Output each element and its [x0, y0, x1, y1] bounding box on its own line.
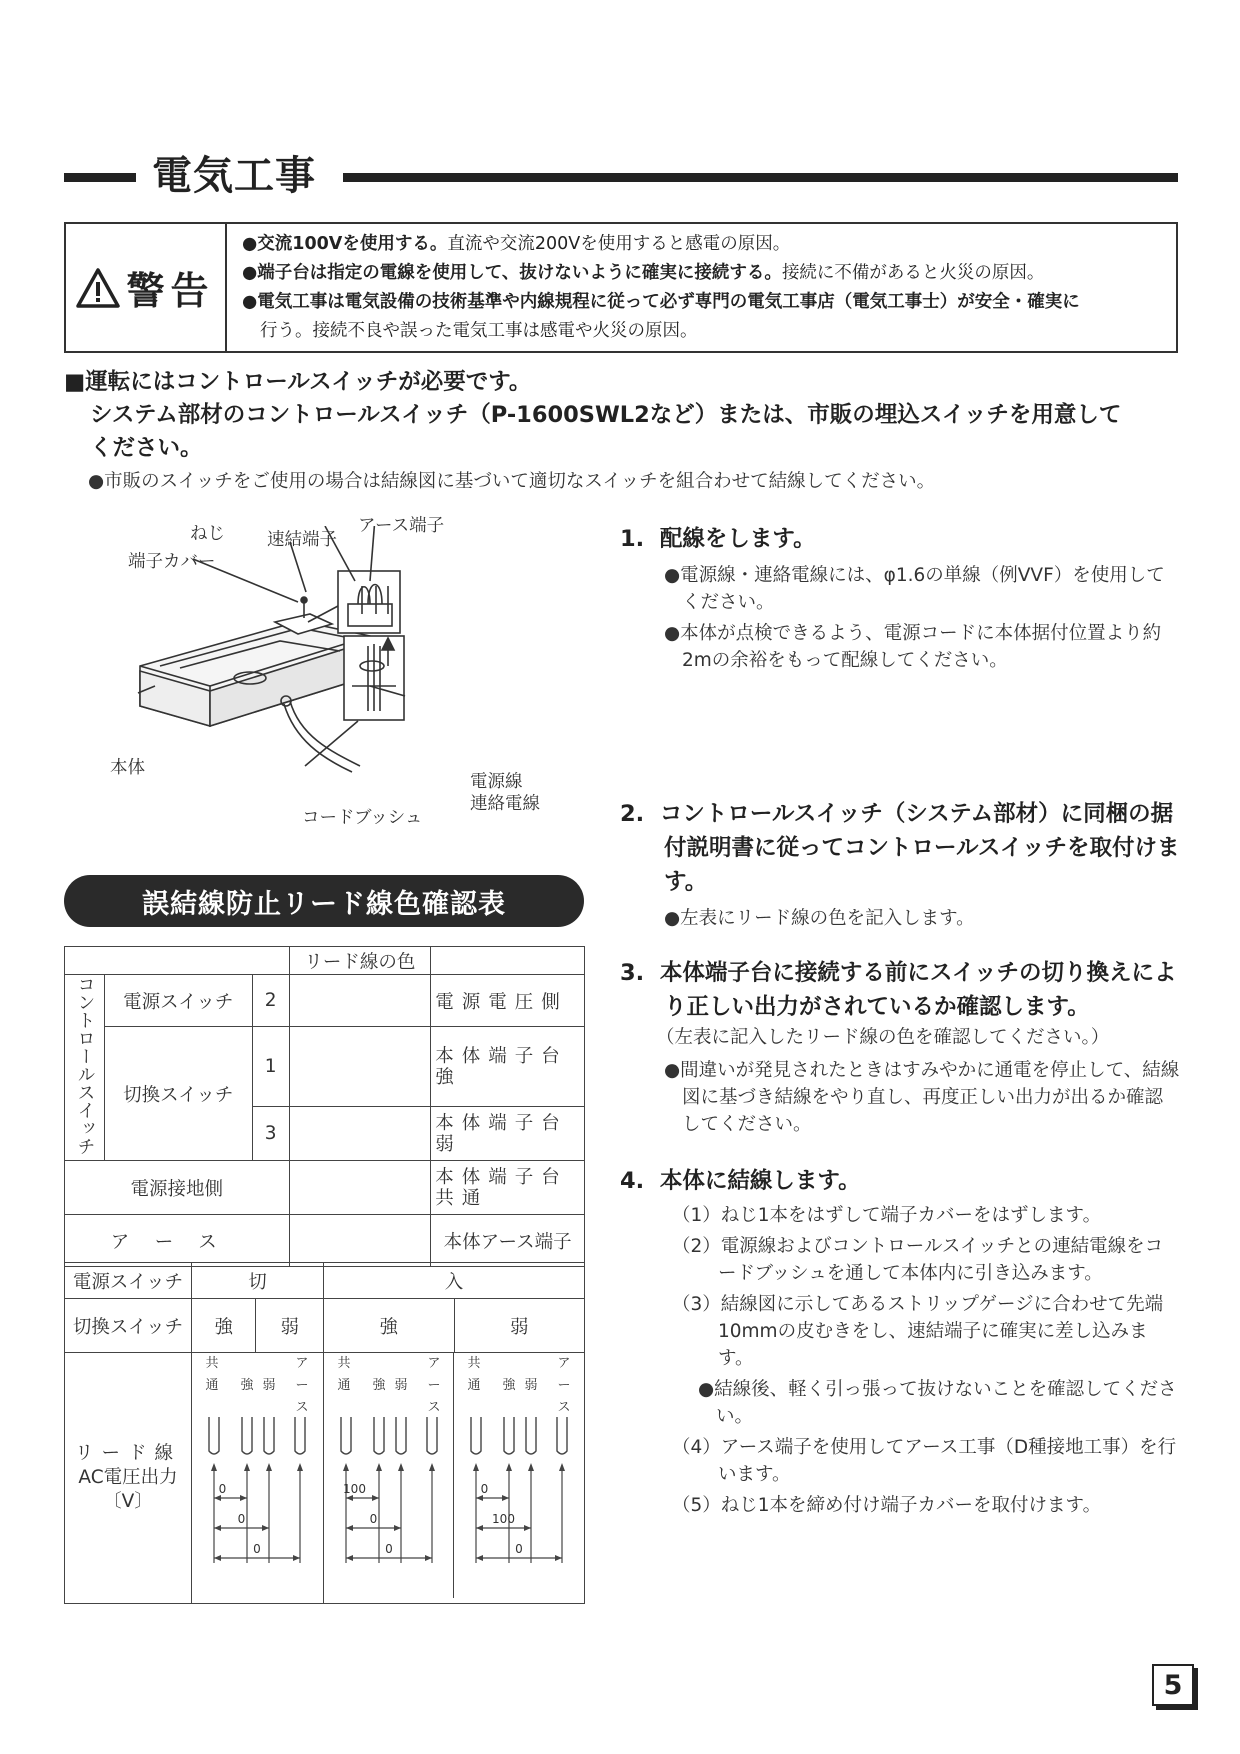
warning-box [64, 222, 1178, 353]
terminal-label: ー [295, 1378, 309, 1393]
voltage-value: 0 [218, 1482, 227, 1496]
arrow-head [559, 1463, 565, 1471]
row-label: 電源スイッチ [65, 1263, 192, 1299]
lead-wire [295, 1417, 305, 1454]
warning-item: ●電気工事は電気設備の技術基準や内線規程に従って必ず専門の電気工事店（電気工事士）が安全・確実に 行う。接続不良や誤った電気工事は感電や火災の原因。 [242, 292, 1080, 341]
terminal-label: 通 [467, 1378, 481, 1393]
step-3: 3. 本体端子台に接続する前にスイッチの切り換えにより正しい出力がされているか確認します。 （左表に記入したリード線の色を確認してください。） ●間違いが発見されたときはすみやかに通電を停止して、結線図に基づき結線をやり直し、再度正しい出力が出るか確認してください。 [620, 956, 1180, 1138]
state-off: 切 [192, 1263, 324, 1299]
warning-label: 警告 [126, 269, 215, 313]
arrow-head [476, 1525, 483, 1531]
state-weak: 弱 [256, 1299, 324, 1353]
arrow-head [372, 1495, 379, 1501]
row-label: 電源接地側 [65, 1161, 290, 1215]
arrow-head [425, 1555, 432, 1561]
warning-items [242, 230, 1168, 346]
output-table [64, 1262, 585, 1604]
substep: （1）ねじ1本をはずして端子カバーをはずします。 [672, 1205, 1102, 1226]
arrow-head [506, 1463, 512, 1471]
arrow-head [398, 1463, 404, 1471]
intro-text [64, 366, 1179, 465]
header-rule-right [343, 173, 1178, 182]
voltage-value: 0 [515, 1542, 523, 1556]
arrow-head [394, 1525, 401, 1531]
step-4: 4. 本体に結線します。 （1）ねじ1本をはずして端子カバーをはずします。 （2）電源線およびコントロールスイッチとの連結電線をコードブッシュを通して本体内に引き込みます。 （3）結線図に示してあるストリップゲージに合わせて先端10mmの皮むきをし、速結端子に確実に差し込みます。 ●結線後、軽く引っ張って抜けないことを確認してください。 （4）アース端子を使用してアース工事（D種接地工事）を行います。 （5）ねじ1本を締め付け端子カバーを取付けます。 [620, 1164, 1180, 1519]
color-entry-cell[interactable] [289, 1215, 431, 1267]
color-entry-cell[interactable] [289, 1161, 431, 1215]
warning-item: ●端子台は指定の電線を使用して、抜けないように確実に接続する。接続に不備があると火災の原因。 [242, 263, 1045, 283]
label-link-line: 連絡電線 [470, 794, 540, 814]
row-dest: 本体端子台強 [435, 1045, 568, 1088]
row-dest: 本体端子台共通 [435, 1166, 568, 1209]
arrow-head [555, 1555, 562, 1561]
arrow-head [214, 1555, 221, 1561]
substep-bullet: ●結線後、軽く引っ張って抜けないことを確認してください。 [698, 1379, 1177, 1427]
label-connector: 速結端子 [267, 530, 337, 550]
row3-label: リード線 [74, 1443, 181, 1464]
row-dest: 電源電圧側 [435, 991, 568, 1013]
arrow-head [346, 1555, 353, 1561]
wiring-diagram [454, 1353, 584, 1598]
warning-item: ●交流100Vを使用する。直流や交流200Vを使用すると感電の原因。 [242, 234, 791, 254]
row-label: アース [110, 1231, 243, 1253]
arrow-head [473, 1463, 479, 1471]
voltage-value: 0 [480, 1482, 489, 1496]
label-terminal-cover: 端子カバー [128, 552, 216, 572]
arrow-head [214, 1525, 221, 1531]
row-num: 2 [252, 975, 289, 1027]
lead-wire [341, 1417, 351, 1454]
lead-wire [209, 1417, 219, 1454]
lead-wire [427, 1417, 437, 1454]
lead-wire [471, 1417, 481, 1454]
arrow-head [343, 1463, 349, 1471]
terminal-label: ー [557, 1378, 571, 1393]
terminal-label: ア [427, 1356, 441, 1371]
intro-line: ください。 [90, 435, 203, 461]
arrow-head [346, 1525, 353, 1531]
label-earth-terminal: アース端子 [358, 516, 445, 536]
substep: （4）アース端子を使用してアース工事（D種接地工事）を行います。 [672, 1437, 1177, 1485]
lead-wire [374, 1417, 384, 1454]
voltage-value: 0 [369, 1512, 378, 1526]
arrow-head [524, 1525, 531, 1531]
terminal-label: 弱 [394, 1378, 408, 1393]
state-strong: 強 [192, 1299, 256, 1353]
terminal-label: ス [557, 1400, 571, 1415]
terminal-label: ア [295, 1356, 309, 1371]
wiring-diagram [192, 1353, 323, 1598]
step-title: 本体に結線します。 [659, 1168, 861, 1194]
step-1: 1. 配線をします。 ●電源線・連絡電線には、φ1.6の単線（例VVF）を使用してください。 ●本体が点検できるよう、電源コードに本体据付位置より約2mの余裕をもって配線してください。 [620, 522, 1180, 674]
lead-wire [396, 1417, 406, 1454]
terminal-label: 共 [467, 1356, 481, 1371]
arrow-head [502, 1495, 509, 1501]
step-bullet: ●電源線・連絡電線には、φ1.6の単線（例VVF）を使用してください。 [664, 565, 1165, 613]
row-num: 1 [252, 1027, 289, 1107]
terminal-label: ス [427, 1400, 441, 1415]
step-note: （左表に記入したリード線の色を確認してください。） [656, 1027, 1110, 1048]
label-power-line: 電源線 [470, 772, 523, 792]
intro-line: システム部材のコントロールスイッチ（P-1600SWL2など）または、市販の埋込スイッチを用意して [90, 402, 1122, 428]
row3-label: 〔V〕 [103, 1491, 153, 1512]
group-label: コントロールスイッチ [74, 975, 96, 1155]
voltage-value: 100 [343, 1482, 366, 1496]
step-bullet: ●間違いが発見されたときはすみやかに通電を停止して、結線図に基づき結線をやり直し、再度正しい出力が出るか確認してください。 [664, 1060, 1180, 1135]
terminal-label: 弱 [262, 1378, 276, 1393]
arrow-head [266, 1463, 272, 1471]
terminal-label: 通 [337, 1378, 351, 1393]
terminal-label: 共 [205, 1356, 219, 1371]
arrow-head [211, 1463, 217, 1471]
substep: （2）電源線およびコントロールスイッチとの連結電線をコードブッシュを通して本体内に引き込みます。 [672, 1236, 1164, 1284]
lead-wire [504, 1417, 514, 1454]
row-label: 切換スイッチ [65, 1299, 192, 1353]
voltage-value: 0 [385, 1542, 393, 1556]
arrow-head [244, 1463, 250, 1471]
arrow-head [528, 1463, 534, 1471]
intro-heading: ■運転にはコントロールスイッチが必要です。 [64, 369, 532, 395]
terminal-label: ア [557, 1356, 571, 1371]
terminal-label: 弱 [524, 1378, 538, 1393]
check-table-title: 誤結線防止リード線色確認表 [64, 875, 584, 927]
wiring-diagram [324, 1353, 454, 1598]
label-body: 本体 [110, 758, 145, 778]
step-2: 2. コントロールスイッチ（システム部材）に同梱の据付説明書に従ってコントロールスイッチを取付けます。 ●左表にリード線の色を記入します。 [620, 797, 1180, 932]
step-bullet: ●本体が点検できるよう、電源コードに本体据付位置より約2mの余裕をもって配線してください。 [664, 623, 1162, 671]
row-label: 電源スイッチ [104, 975, 252, 1027]
substep: （3）結線図に示してあるストリップゲージに合わせて先端10mmの皮むきをし、速結端子に確実に差し込みます。 [672, 1294, 1164, 1369]
page-number: 5 [1152, 1664, 1194, 1706]
color-entry-cell[interactable] [289, 1027, 431, 1107]
row3-label: AC電圧出力 [78, 1467, 178, 1488]
intro-note: ●市販のスイッチをご使用の場合は結線図に基づいて適切なスイッチを組合わせて結線してください。 [88, 471, 936, 492]
terminal-label: ー [427, 1378, 441, 1393]
lead-wire [557, 1417, 567, 1454]
row-num: 3 [252, 1107, 289, 1161]
warning-label-cell [66, 224, 227, 351]
state-strong: 強 [324, 1299, 455, 1353]
arrow-head [376, 1463, 382, 1471]
step-title: 本体端子台に接続する前にスイッチの切り換えにより正しい出力がされているか確認します。 [659, 960, 1177, 1020]
page-title: 電気工事 [152, 153, 316, 199]
voltage-value: 100 [492, 1512, 515, 1526]
row-dest: 本体端子台弱 [435, 1112, 568, 1155]
label-cord-bush: コードブッシュ [302, 808, 423, 828]
terminal-label: 通 [205, 1378, 219, 1393]
label-screw: ねじ [190, 524, 225, 544]
lead-wire [264, 1417, 274, 1454]
terminal-label: 強 [372, 1378, 386, 1393]
color-entry-cell[interactable] [289, 1107, 431, 1161]
terminal-label: 強 [240, 1378, 254, 1393]
color-entry-cell[interactable] [289, 975, 431, 1027]
row-label: 切換スイッチ [104, 1027, 252, 1161]
terminal-label: 強 [502, 1378, 516, 1393]
arrow-head [240, 1495, 247, 1501]
header-rule-left [64, 173, 136, 182]
arrow-head [297, 1463, 303, 1471]
lead-wire [242, 1417, 252, 1454]
substep: （5）ねじ1本を締め付け端子カバーを取付けます。 [672, 1495, 1102, 1516]
warning-triangle-icon [76, 267, 120, 309]
step-list [620, 522, 1180, 1519]
state-weak: 弱 [454, 1299, 585, 1353]
arrow-head [429, 1463, 435, 1471]
terminal-label: 共 [337, 1356, 351, 1371]
step-title: 配線をします。 [659, 526, 816, 552]
arrow-head [262, 1525, 269, 1531]
voltage-value: 0 [253, 1542, 261, 1556]
lead-wire [526, 1417, 536, 1454]
wiring-figure [100, 516, 580, 828]
col-header-lead-color: リード線の色 [289, 947, 431, 975]
terminal-label: ス [295, 1400, 309, 1415]
arrow-head [293, 1555, 300, 1561]
voltage-value: 0 [237, 1512, 246, 1526]
step-title: コントロールスイッチ（システム部材）に同梱の据付説明書に従ってコントロールスイッチを取付けます。 [659, 801, 1180, 895]
arrow-head [476, 1555, 483, 1561]
state-on: 入 [324, 1263, 585, 1299]
step-bullet: ●左表にリード線の色を記入します。 [664, 908, 975, 929]
row-dest: 本体アース端子 [431, 1215, 585, 1267]
lead-color-table [64, 946, 585, 1267]
